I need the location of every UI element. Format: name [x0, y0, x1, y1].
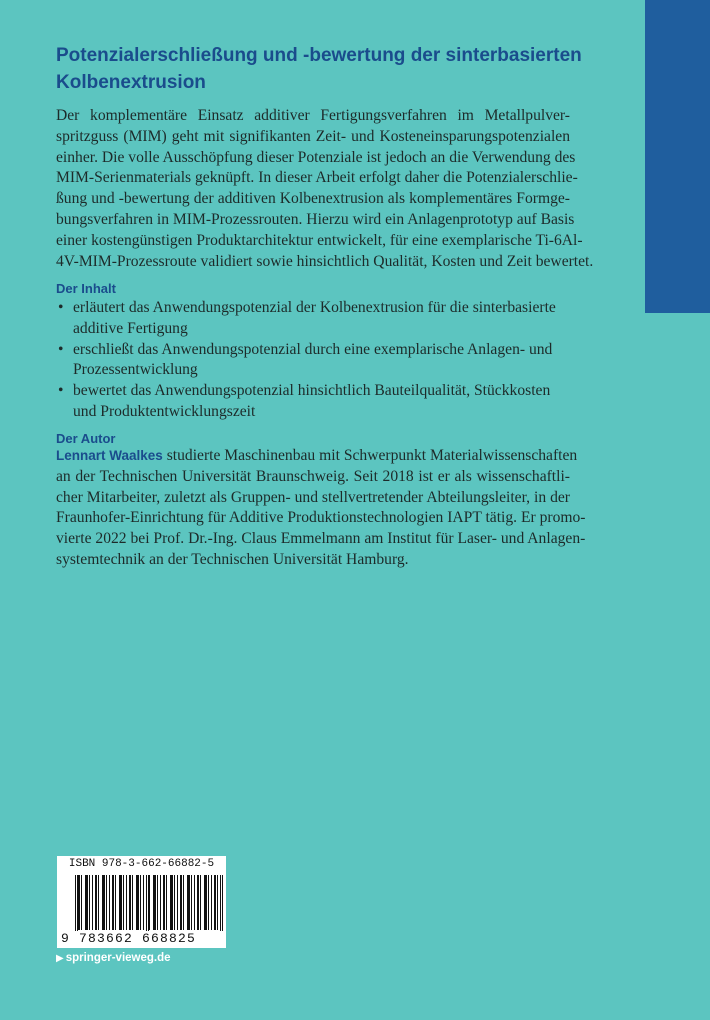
list-item-line: erschließt das Anwendungspotenzial durch eine exemplarische Anlagen- und [73, 340, 553, 358]
list-item [56, 298, 576, 340]
arrow-right-icon: ▶ [56, 953, 64, 964]
isbn-barcode [57, 856, 226, 948]
barcode-digits: 9 783662 668825 [61, 931, 224, 946]
author-bio-line [56, 446, 578, 467]
contents-list [56, 298, 576, 423]
abstract-line: Der komplementäre Einsatz additiver Fertigungsverfahren im Metallpulver- [56, 107, 570, 124]
bullet-icon: • [58, 340, 64, 358]
abstract-line: bungsverfahren in MIM-Prozessrouten. Hierzu wird ein Anlagenprototyp auf Basis [56, 210, 575, 228]
abstract-line: einher. Die volle Ausschöpfung dieser Potenziale ist jedoch an die Verwendung des [56, 148, 576, 166]
barcode-guard-center [146, 875, 149, 937]
author-bio [56, 446, 586, 571]
title-line: Potenzialerschließung und -bewertung der sinterbasierten [56, 45, 582, 66]
isbn-label: ISBN 978-3-662-66882-5 [68, 858, 215, 870]
title-line: Kolbenextrusion [56, 72, 206, 93]
abstract-line: MIM-Serienmaterials geknüpft. In dieser Arbeit erfolgt daher die Potenzialerschlie- [56, 169, 578, 187]
book-title [56, 42, 616, 96]
author-bio-line: an der Technischen Universität Braunschweig. Seit 2018 ist er als wissenschaftli- [56, 467, 570, 485]
bullet-icon: • [58, 299, 64, 316]
list-item-line: und Produktentwicklungszeit [73, 402, 256, 420]
list-item-line: Prozessentwicklung [73, 361, 198, 379]
publisher-link[interactable] [56, 952, 171, 964]
author-name: Lennart Waalkes [56, 448, 163, 463]
barcode-guard-left [75, 875, 78, 937]
author-bio-text: studierte Maschinenbau mit Schwerpunkt Materialwissenschaften [162, 447, 578, 464]
list-item-line: additive Fertigung [73, 319, 188, 337]
author-bio-line: Fraunhofer-Einrichtung für Additive Produktionstechnologien IAPT tätig. Er promo- [56, 509, 586, 527]
list-item-line: erläutert das Anwendungspotenzial der Kolbenextrusion für die sinterbasierte [73, 299, 556, 316]
barcode-bars [75, 875, 223, 930]
brand-color-band [645, 0, 710, 313]
author-bio-line: cher Mitarbeiter, zuletzt als Gruppen- und stellvertretender Abteilungsleiter, in der [56, 488, 570, 506]
list-item [56, 381, 576, 423]
list-item [56, 340, 576, 382]
author-heading: Der Autor [56, 431, 116, 446]
list-item-line: bewertet das Anwendungspotenzial hinsichtlich Bauteilqualität, Stückkosten [73, 382, 551, 400]
contents-heading: Der Inhalt [56, 281, 116, 296]
abstract-line: ßung und -bewertung der additiven Kolbenextrusion als komplementäres Formge- [56, 190, 570, 208]
abstract-line: 4V-MIM-Prozessroute validiert sowie hinsichtlich Qualität, Kosten und Zeit bewertet. [56, 252, 594, 270]
author-bio-line: vierte 2022 bei Prof. Dr.-Ing. Claus Emmelmann am Institut für Laser- und Anlagen- [56, 530, 586, 548]
barcode-guard-right [220, 875, 223, 937]
bullet-icon: • [58, 382, 64, 400]
publisher-url: springer-vieweg.de [65, 952, 171, 964]
author-bio-line: systemtechnik an der Technischen Universität Hamburg. [56, 550, 409, 568]
abstract-paragraph [56, 106, 594, 272]
abstract-line: einer kostengünstigen Produktarchitektur entwickelt, für eine exemplarische Ti-6Al- [56, 231, 583, 249]
abstract-line: spritzguss (MIM) geht mit signifikanten Zeit- und Kosteneinsparungspotenzialen [56, 127, 570, 145]
